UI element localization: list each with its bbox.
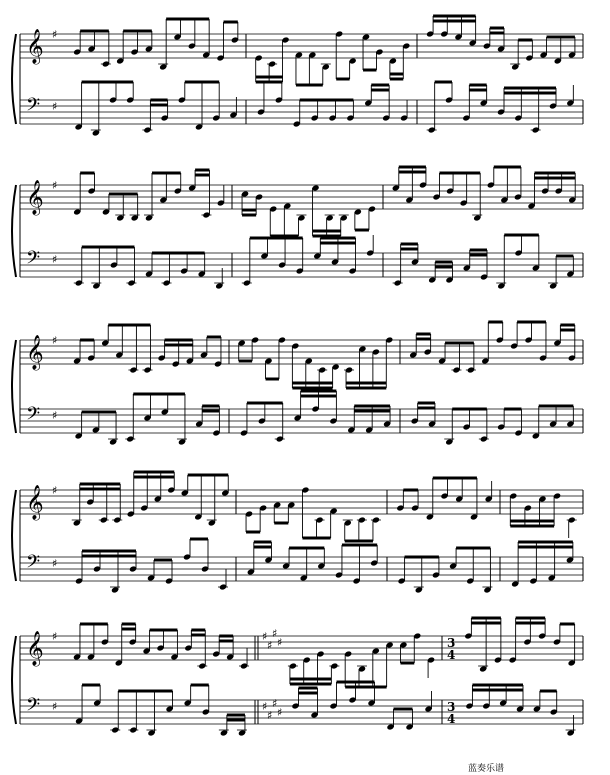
sharp-icon: ♯	[262, 630, 268, 643]
sharp-icon: ♯	[52, 409, 58, 422]
time-signature-bottom: 4	[447, 648, 456, 662]
sharp-icon: ♯	[52, 557, 58, 570]
sharp-icon: ♯	[52, 179, 58, 192]
sharp-icon: ♯	[262, 700, 268, 713]
bass-clef-icon: 𝄢	[26, 552, 41, 577]
sharp-icon: ♯	[52, 630, 58, 643]
sharp-icon: ♯	[52, 484, 58, 497]
bass-clef-icon: 𝄢	[26, 695, 41, 720]
bass-staff-system-1	[20, 82, 583, 137]
treble-clef-icon: 𝄞	[26, 335, 44, 370]
sharp-icon: ♯	[267, 709, 273, 722]
sharp-icon: ♯	[277, 706, 283, 719]
sharp-icon: ♯	[52, 28, 58, 41]
sharp-icon: ♯	[272, 627, 278, 640]
time-signature-top: 3	[447, 700, 456, 714]
treble-staff-system-1	[20, 16, 583, 85]
bass-clef-icon: 𝄢	[26, 248, 41, 273]
bass-staff-system-2	[20, 235, 583, 290]
brace	[12, 185, 16, 277]
sharp-icon: ♯	[272, 697, 278, 710]
treble-staff-system-2	[20, 167, 583, 236]
time-signature-top: 3	[447, 636, 456, 650]
treble-staff-system-4	[20, 472, 583, 541]
treble-clef-icon: 𝄞	[26, 29, 44, 64]
treble-clef-icon: 𝄞	[26, 180, 44, 215]
sharp-icon: ♯	[52, 700, 58, 713]
sharp-icon: ♯	[52, 334, 58, 347]
watermark: 蓝奏乐谱	[468, 764, 505, 774]
time-signature-bottom: 4	[447, 712, 456, 726]
treble-clef-icon: 𝄞	[26, 631, 44, 666]
brace	[12, 636, 16, 724]
treble-clef-icon: 𝄞	[26, 485, 44, 520]
bass-staff-system-3	[20, 391, 583, 446]
bass-clef-icon: 𝄢	[26, 404, 41, 429]
bass-clef-icon: 𝄢	[26, 95, 41, 120]
sharp-icon: ♯	[267, 639, 273, 652]
treble-staff-system-3	[20, 322, 583, 388]
sharp-icon: ♯	[277, 636, 283, 649]
brace	[12, 34, 16, 124]
brace	[12, 490, 16, 581]
bass-staff-system-5	[20, 682, 583, 737]
brace	[12, 340, 16, 433]
sharp-icon: ♯	[52, 100, 58, 113]
bass-staff-system-4	[20, 539, 583, 594]
sharp-icon: ♯	[52, 253, 58, 266]
treble-staff-system-5	[20, 618, 583, 687]
